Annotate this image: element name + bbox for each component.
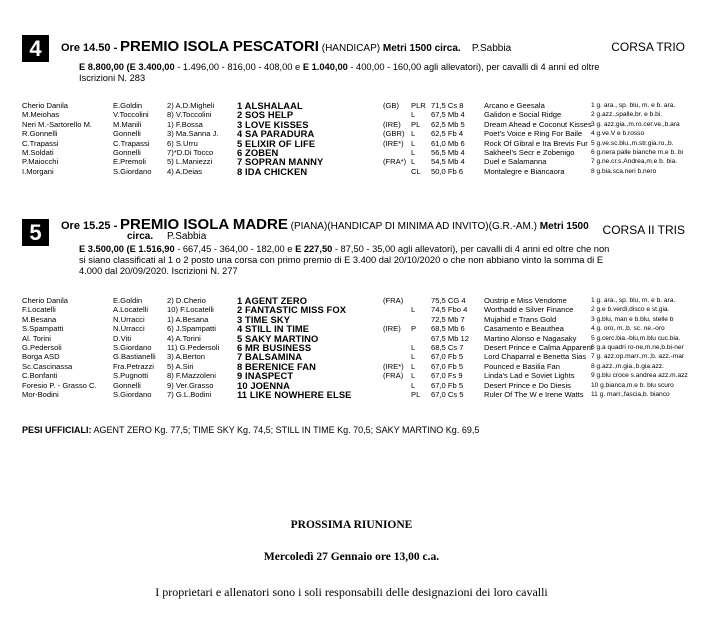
entry-colors: 4 g. oro, m.,b. sc. ne.-oro <box>591 325 665 333</box>
entry-owner: M.Besana <box>22 314 57 324</box>
entry-horse: 8 BERENICE FAN <box>237 360 317 372</box>
entry-weight: 67,5 Mb 12 <box>431 333 469 343</box>
entry-pedigree: Arcano e Geesala <box>484 101 545 110</box>
entry-horse: 3 TIME SKY <box>237 313 291 325</box>
race-type: (PIANA)(HANDICAP DI MINIMA AD INVITO)(G.R.-AM.) <box>290 221 537 232</box>
race-category: CORSA TRIO <box>611 40 685 54</box>
entry-owner: Cherio Danila <box>22 296 69 305</box>
responsibility-note: I proprietari e allenatori sono i soli responsabili delle designazioni dei loro cavalli <box>155 585 548 599</box>
table-row <box>22 343 692 352</box>
entry-flag: L <box>411 352 416 362</box>
entry-pedigree: Rock Of Gibral e Ira Brevis Fur <box>484 138 588 148</box>
entry-jockey: 3) Ma.Sanna J. <box>167 129 219 139</box>
entry-pedigree: Ruler Of The W e Irene Watts <box>484 389 584 399</box>
entry-trainer: M.Manili <box>113 119 142 129</box>
table-row <box>22 324 692 333</box>
entry-jockey: 5) L.Maniezzi <box>167 157 213 167</box>
table-row <box>22 305 692 314</box>
entry-weight: 68,5 Mb 6 <box>431 324 465 334</box>
entry-colors: 1 g. ara., sp. blu, m. e b. ara. <box>591 297 676 304</box>
race-category: CORSA II TRIS <box>602 223 685 237</box>
entry-weight: 67,0 Fb 5 <box>431 361 464 371</box>
entry-flag: CL <box>411 166 421 176</box>
table-row <box>22 110 692 119</box>
race-prize <box>79 244 679 277</box>
entry-owner: Mor-Bodini <box>22 389 59 399</box>
entry-flag: L <box>411 371 416 381</box>
entry-pedigree: Desert Prince e Calma Apparent <box>484 342 593 352</box>
prize-line-2: Iscrizioni N. 283 <box>79 73 146 83</box>
entry-trainer: E.Premoli <box>113 157 146 167</box>
entry-trainer: N.Urracci <box>113 314 145 324</box>
entry-jockey: 6) S.Urru <box>167 138 198 148</box>
entry-colors: 3 g. azz.gia.,m.ro.cer.ve.,b.ara <box>591 120 680 128</box>
entry-pedigree: Poet's Voice e Ring For Baile <box>484 129 583 139</box>
entry-country: (FRA) <box>383 371 404 381</box>
entry-horse: 3 LOVE KISSES <box>237 118 309 130</box>
entry-colors: 1 g. ara., sp. blu, m. e b. ara. <box>591 102 676 109</box>
race-number-box: 5 <box>22 219 49 246</box>
entry-country: (FRA) <box>383 296 404 305</box>
prize-text-1: - 1.496,00 - 816,00 - 408,00 e <box>174 62 303 72</box>
race-name: PREMIO ISOLA PESCATORI <box>120 38 319 55</box>
entry-pedigree: Montalegre e Biancaora <box>484 166 565 176</box>
entry-owner: Foresio P. - Grasso C. <box>22 380 97 390</box>
entry-horse: 9 INASPECT <box>237 370 294 382</box>
race-distance: Metri 1500 <box>539 221 589 232</box>
table-row <box>22 148 692 157</box>
entry-weight: 71,5 Cs 8 <box>431 101 464 110</box>
entry-pedigree: Worthadd e Silver Finance <box>484 305 574 315</box>
race-prize <box>79 62 679 84</box>
entry-horse: 4 STILL IN TIME <box>237 323 310 335</box>
entry-owner: P.Maiocchi <box>22 157 59 167</box>
entry-owner: S.Spampatti <box>22 324 64 334</box>
entry-weight: 62,5 Fb 4 <box>431 129 464 139</box>
table-row <box>22 296 692 305</box>
entry-horse: 8 IDA CHICKEN <box>237 165 308 177</box>
entry-owner: C.Trapassi <box>22 138 59 148</box>
entry-trainer: Fra.Petrazzi <box>113 361 154 371</box>
entry-horse: 1 AGENT ZERO <box>237 295 308 306</box>
entry-trainer: S.Giordano <box>113 342 152 352</box>
next-meeting-date: Mercoledì 27 Gennaio ore 13,00 c.a. <box>263 551 440 563</box>
entry-colors: 7 g. azz.op.marr.,m.,b. azz.-mar <box>591 353 685 361</box>
entry-colors: 2 g.e b.verdi,disco e st.gia. <box>591 306 670 314</box>
entry-horse: 2 SOS HELP <box>237 109 294 121</box>
entry-jockey: 1) F.Bossa <box>167 119 203 129</box>
entry-jockey: 9) Ver.Grasso <box>167 380 214 390</box>
entry-country: (IRE) <box>383 324 401 334</box>
table-row <box>22 120 692 129</box>
entry-weight: 68,5 Cs 7 <box>431 342 464 352</box>
race-distance: Metri 1500 circa. <box>382 43 461 54</box>
prize-line-3: 4.000 dal 20/09/2020. Iscrizioni N. 277 <box>79 266 238 276</box>
next-meeting-title: PROSSIMA RIUNIONE <box>290 519 413 531</box>
entry-pedigree: Desert Prince e Do Diesis <box>484 380 571 390</box>
entry-country: (IRE*) <box>383 138 404 148</box>
entries-table <box>22 101 692 176</box>
entry-jockey: 5) A.Siri <box>167 361 194 371</box>
prize-bold-1: E 3.500,00 (E 1.516,90 <box>79 244 175 254</box>
entry-flag: PL <box>411 389 421 399</box>
entry-flag: L <box>411 361 416 371</box>
table-row <box>22 381 692 390</box>
entry-trainer: S.Giordano <box>113 166 152 176</box>
race-location: P.Sabbia <box>167 231 207 242</box>
entry-jockey: 4) A.Deias <box>167 166 203 176</box>
entry-trainer: V.Toccolini <box>113 110 149 120</box>
entry-jockey: 2) A.D.Migheli <box>167 101 215 110</box>
entry-flag: L <box>411 342 416 352</box>
table-row <box>22 371 692 380</box>
race-time: Ore 14.50 - <box>61 42 118 54</box>
entry-horse: 6 ZOBEN <box>237 146 279 158</box>
entry-pedigree: Galidon e Social Ridge <box>484 110 562 120</box>
entry-trainer: G.Bastianelli <box>113 352 156 362</box>
entry-jockey: 1) A.Besana <box>167 314 209 324</box>
entry-jockey: 6) J.Spampatti <box>167 324 216 334</box>
entry-trainer: E.Goldin <box>113 296 143 305</box>
entry-flag: L <box>411 380 416 390</box>
entry-pedigree: Mujahid e Trans Gold <box>484 314 557 324</box>
entry-trainer: S.Giordano <box>113 389 152 399</box>
entry-weight: 67,0 Fs 9 <box>431 371 463 381</box>
prize-bold-2: E 227,50 <box>295 244 333 254</box>
entry-pedigree: Sakheel's Secr e Zobenigo <box>484 147 575 157</box>
entry-colors: 6 g.a quadri ro-ne,m.ne,b.bi-ner <box>591 343 684 351</box>
entry-horse: 10 JOENNA <box>237 379 291 391</box>
prize-bold-2: E 1.040,00 <box>302 62 348 72</box>
entry-weight: 54,5 Mb 4 <box>431 157 465 167</box>
official-weights-text: AGENT ZERO Kg. 77,5; TIME SKY Kg. 74,5; STILL IN TIME Kg. 70,5; SAKY MARTINO Kg. 69,5 <box>91 425 480 435</box>
entry-flag: L <box>411 110 416 120</box>
table-row <box>22 129 692 138</box>
entry-flag: PL <box>411 119 421 129</box>
entry-owner: M.Meiohas <box>22 110 60 120</box>
entry-jockey: 10) F.Locatelli <box>167 305 214 315</box>
entry-flag: PLR <box>411 101 426 110</box>
prize-text-2: - 87,50 - 35,00 agli allevatori), per cavalli di 4 anni ed oltre che non <box>332 244 610 254</box>
entry-horse: 5 SAKY MARTINO <box>237 332 319 344</box>
entry-flag: L <box>411 305 416 315</box>
race-distance-2: circa. <box>127 231 154 242</box>
race-time: Ore 15.25 - <box>61 220 118 232</box>
entry-country: (FRA*) <box>383 157 407 167</box>
entry-trainer: Gonnelli <box>113 147 141 157</box>
entry-trainer: C.Trapassi <box>113 138 150 148</box>
entry-colors: 8 g.bia.sca.neri b.nero <box>591 167 657 175</box>
entry-horse: 7 BALSAMINA <box>237 351 303 363</box>
table-row <box>22 352 692 361</box>
table-row <box>22 139 692 148</box>
entry-horse: 5 ELIXIR OF LIFE <box>237 137 316 149</box>
entry-pedigree: Martino Alonso e Nagasaky <box>484 333 577 343</box>
entry-jockey: 4) A.Torini <box>167 333 201 343</box>
entries-table <box>22 296 692 399</box>
entry-jockey: 7) G.L.Bodini <box>167 389 212 399</box>
entry-colors: 10 g.bianca,m.e b. blu scuro <box>591 381 674 389</box>
race-header-line-2 <box>127 231 206 242</box>
entry-pedigree: Lord Chaparral e Benetta Sias <box>484 352 587 362</box>
entry-pedigree: Pounced e Basilia Fan <box>484 361 560 371</box>
prize-line-2: si siano classificati al 1 o 2 posto una corsa con primo premio di E 3.400 dal 20/10/2020 o che non abbiano vinto la somma di E <box>79 255 604 265</box>
entry-jockey: 8) F.Mazzoleni <box>167 371 216 381</box>
entry-owner: Al. Torini <box>22 333 51 343</box>
entry-flag: L <box>411 157 416 167</box>
entry-trainer: S.Pugnotti <box>113 371 149 381</box>
entry-trainer: E.Goldin <box>113 101 143 110</box>
entry-horse: 4 SA PARADURA <box>237 128 315 140</box>
prize-text-2: - 400,00 - 160,00 agli allevatori), per cavalli di 4 anni ed oltre <box>347 62 600 72</box>
entry-weight: 75,5 CG 4 <box>431 296 466 305</box>
entry-owner: Neri M.-Sartorello M. <box>22 119 93 129</box>
entry-weight: 61,0 Mb 6 <box>431 138 465 148</box>
entry-trainer: Gonnelli <box>113 380 141 390</box>
entry-pedigree: Linda's Lad e Soviet Lights <box>484 371 575 381</box>
entry-trainer: D.Viti <box>113 333 132 343</box>
entry-owner: F.Locatelli <box>22 305 56 315</box>
official-weights-label: PESI UFFICIALI: <box>22 425 92 435</box>
entry-owner: R.Gonnelli <box>22 129 58 139</box>
entry-weight: 67,5 Mb 4 <box>431 110 465 120</box>
entry-weight: 56,5 Mb 4 <box>431 147 465 157</box>
entry-colors: 7 g.ne.cr.s.Andrea,m.e b. bia. <box>591 158 678 166</box>
entry-owner: Borga ASD <box>22 352 60 362</box>
race-header <box>61 38 511 55</box>
table-row <box>22 334 692 343</box>
table-row <box>22 362 692 371</box>
entry-pedigree: Casamento e Beauthea <box>484 324 564 334</box>
entry-pedigree: Oustrip e Miss Vendome <box>484 296 567 305</box>
entry-owner: Cherio Danila <box>22 101 69 110</box>
table-row <box>22 390 692 399</box>
official-weights <box>22 425 479 435</box>
race-number-box: 4 <box>22 35 49 62</box>
entry-horse: 7 SOPRAN MANNY <box>237 156 324 168</box>
entry-country: (GB) <box>383 101 400 110</box>
entry-country: (IRE*) <box>383 361 404 371</box>
entry-trainer: Gonnelli <box>113 129 141 139</box>
entry-owner: G.Pedersoli <box>22 342 62 352</box>
entry-colors: 11 g. marr.,fascia,b. bianco <box>591 390 670 398</box>
entry-country: (IRE) <box>383 119 401 129</box>
entry-colors: 4 g.ve.V e b.rosso <box>591 130 645 138</box>
entry-flag: L <box>411 147 416 157</box>
entry-jockey: 8) V.Toccolini <box>167 110 212 120</box>
entry-pedigree: Dream Ahead e Coconut Kisses <box>484 119 592 129</box>
entry-flag: P <box>411 324 417 334</box>
entry-horse: 1 ALSHALAAL <box>237 100 303 111</box>
entry-country: (GBR) <box>383 129 405 139</box>
entry-owner: I.Morgani <box>22 166 54 176</box>
entry-pedigree: Duel e Salamanna <box>484 157 547 167</box>
table-row <box>22 315 692 324</box>
prize-bold-1: E 8.800,00 (E 3.400,00 <box>79 62 175 72</box>
entry-horse: 2 FANTASTIC MISS FOX <box>237 304 347 316</box>
entry-jockey: 7)*D.Di Tocco <box>167 147 214 157</box>
entry-colors: 2 g.azz.,spalle,br. e b.bi. <box>591 111 663 119</box>
entry-weight: 67,0 Fb 5 <box>431 352 464 362</box>
race-name: PREMIO ISOLA MADRE <box>120 216 288 233</box>
table-row <box>22 167 692 176</box>
entry-trainer: N.Urracci <box>113 324 145 334</box>
race-type: (HANDICAP) <box>321 43 381 54</box>
entry-weight: 74,5 Fbo 4 <box>431 305 468 315</box>
entry-weight: 67,0 Cs 5 <box>431 389 464 399</box>
entry-colors: 3 g.blu, man e b.blu, stelle b <box>591 315 674 323</box>
entry-trainer: A.Locatelli <box>113 305 149 315</box>
entry-colors: 5 g.ve.sc.blu.,m.str.gia.ro.,b. <box>591 139 674 147</box>
entry-owner: M.Soldati <box>22 147 54 157</box>
entry-horse: 6 MR BUSINESS <box>237 341 312 353</box>
entry-flag: L <box>411 129 416 139</box>
entry-colors: 8 g.azz.,m.gia.,b.gia.azz. <box>591 362 664 370</box>
entry-jockey: 11) G.Pedersoli <box>167 342 220 352</box>
entry-jockey: 3) A.Berton <box>167 352 205 362</box>
entry-weight: 50,0 Fb 6 <box>431 166 464 176</box>
table-row <box>22 101 692 110</box>
entry-flag: L <box>411 138 416 148</box>
table-row <box>22 157 692 166</box>
prize-text-1: - 667,45 - 364,00 - 182,00 e <box>174 244 296 254</box>
race-location: P.Sabbia <box>471 43 512 54</box>
entry-horse: 11 LIKE NOWHERE ELSE <box>237 388 352 400</box>
entry-owner: C.Bonfanti <box>22 371 58 381</box>
entry-weight: 62,5 Mb 5 <box>431 119 465 129</box>
entry-weight: 67,0 Fb 5 <box>431 380 464 390</box>
entry-jockey: 2) D.Cherio <box>167 296 206 305</box>
entry-owner: Sc.Cascinassa <box>22 361 73 371</box>
entry-weight: 72,5 Mb 7 <box>431 314 465 324</box>
entry-colors: 9 g.blu croce s.andrea azz.m.azz <box>591 372 688 380</box>
entry-colors: 5 g.cerc.bia.-blu,m.blu cuc.bia. <box>591 334 681 342</box>
entry-colors: 6 g.nera palle bianche m.e b. bi <box>591 148 684 156</box>
